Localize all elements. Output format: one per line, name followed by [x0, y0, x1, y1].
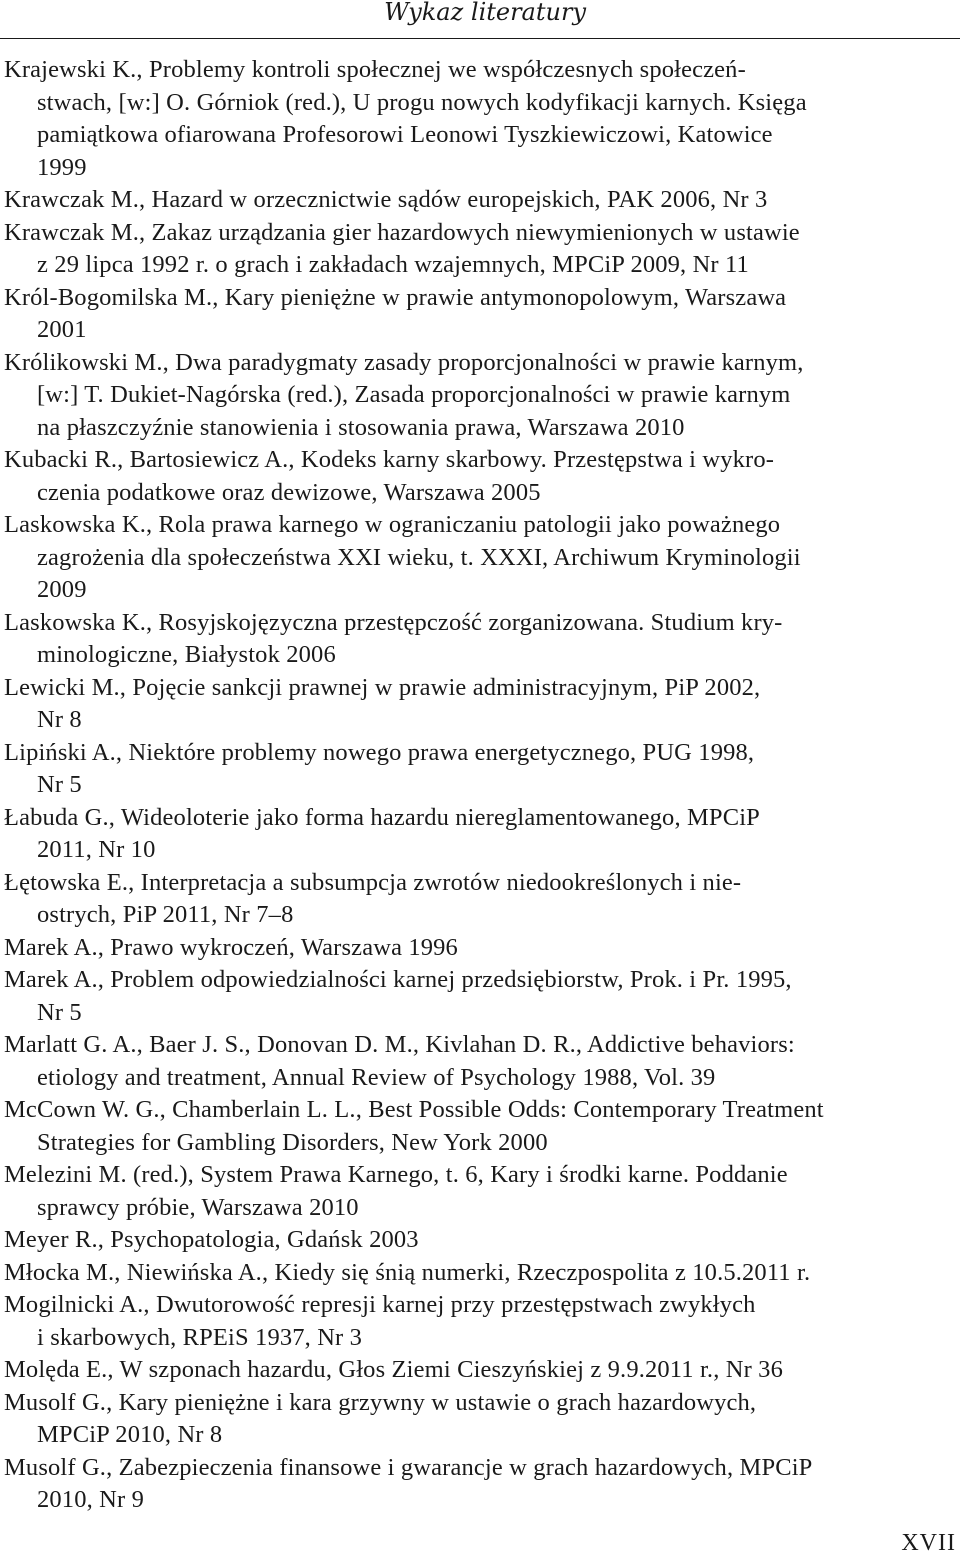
reference-entry: Królikowski M., Dwa paradygmaty zasady proporcjonalności w prawie karnym, [w:] T. Dukiet-Nagórska (red.), Zasada proporcjonalności w prawie karnym na płaszczyźnie stanowienia i stosowania prawa, Warszawa 2010 [4, 348, 804, 441]
reference-entry: McCown W. G., Chamberlain L. L., Best Possible Odds: Contemporary Treatment Strategies for Gambling Disorders, New York 2000 [4, 1096, 824, 1156]
reference-entry: Marlatt G. A., Baer J. S., Donovan D. M., Kivlahan D. R., Addictive behaviors: etiology and treatment, Annual Review of Psychology 1988, Vol. 39 [4, 1031, 795, 1091]
reference-entry: Mogilnicki A., Dwutorowość represji karnej przy przestępstwach zwykłych i skarbowych, RPEiS 1937, Nr 3 [4, 1291, 756, 1351]
reference-entry: Lipiński A., Niektóre problemy nowego prawa energetycznego, PUG 1998, Nr 5 [4, 738, 755, 798]
reference-entry: Laskowska K., Rola prawa karnego w ograniczaniu patologii jako poważnego zagrożenia dla społeczeństwa XXI wieku, t. XXXI, Archiwum Kryminologii 2009 [4, 511, 801, 603]
running-header [0, 0, 960, 40]
reference-entry: Młocka M., Niewińska A., Kiedy się śnią numerki, Rzeczpospolita z 10.5.2011 r. [4, 1258, 811, 1286]
reference-entry: Laskowska K., Rosyjskojęzyczna przestępczość zorganizowana. Studium kry- minologiczne, Białystok 2006 [4, 608, 783, 668]
reference-entry: Marek A., Prawo wykroczeń, Warszawa 1996 [4, 933, 458, 961]
page-number: XVII [901, 1530, 956, 1556]
reference-entry: Molęda E., W szponach hazardu, Głos Ziemi Cieszyńskiej z 9.9.2011 r., Nr 36 [4, 1356, 783, 1383]
reference-entry: Meyer R., Psychopatologia, Gdańsk 2003 [4, 1226, 419, 1253]
reference-entry: Krawczak M., Hazard w orzecznictwie sądów europejskich, PAK 2006, Nr 3 [4, 186, 768, 213]
reference-entry: Łętowska E., Interpretacja a subsumpcja zwrotów niedookreślonych i nie- ostrych, PiP 2011, Nr 7–8 [4, 868, 742, 928]
reference-entry: Musolf G., Zabezpieczenia finansowe i gwarancje w grach hazardowych, MPCiP 2010, Nr 9 [4, 1453, 813, 1513]
reference-entry: Musolf G., Kary pieniężne i kara grzywny w ustawie o grach hazardowych, MPCiP 2010, Nr 8 [4, 1388, 757, 1448]
reference-entry: Melezini M. (red.), System Prawa Karnego, t. 6, Kary i środki karne. Poddanie sprawcy próbie, Warszawa 2010 [4, 1161, 788, 1221]
reference-entry: Kubacki R., Bartosiewicz A., Kodeks karny skarbowy. Przestępstwa i wykro- czenia podatkowe oraz dewizowe, Warszawa 2005 [4, 446, 775, 506]
reference-entry: Lewicki M., Pojęcie sankcji prawnej w prawie administracyjnym, PiP 2002, Nr 8 [4, 673, 761, 733]
reference-entry: Krawczak M., Zakaz urządzania gier hazardowych niewymienionych w ustawie z 29 lipca 1992 r. o grach i zakładach wzajemnych, MPCiP 2009, Nr 11 [4, 218, 800, 278]
header-divider [0, 38, 960, 39]
reference-entry: Marek A., Problem odpowiedzialności karnej przedsiębiorstw, Prok. i Pr. 1995, Nr 5 [4, 966, 792, 1026]
reference-entry: Łabuda G., Wideoloterie jako forma hazardu niereglamentowanego, MPCiP 2011, Nr 10 [4, 803, 760, 863]
reference-entry: Król-Bogomilska M., Kary pieniężne w prawie antymonopolowym, Warszawa 2001 [4, 283, 787, 343]
bibliography-list [4, 54, 958, 1517]
running-header-title: Wykaz literatury [384, 0, 586, 26]
reference-entry: Krajewski K., Problemy kontroli społecznej we współczesnych społeczeń- stwach, [w:] O. Górniok (red.), U progu nowych kodyfikacji karnych. Księga pamiątkowa ofiarowana Profesorowi Leonowi Tyszkiewiczowi, Katowice 1999 [4, 56, 807, 181]
